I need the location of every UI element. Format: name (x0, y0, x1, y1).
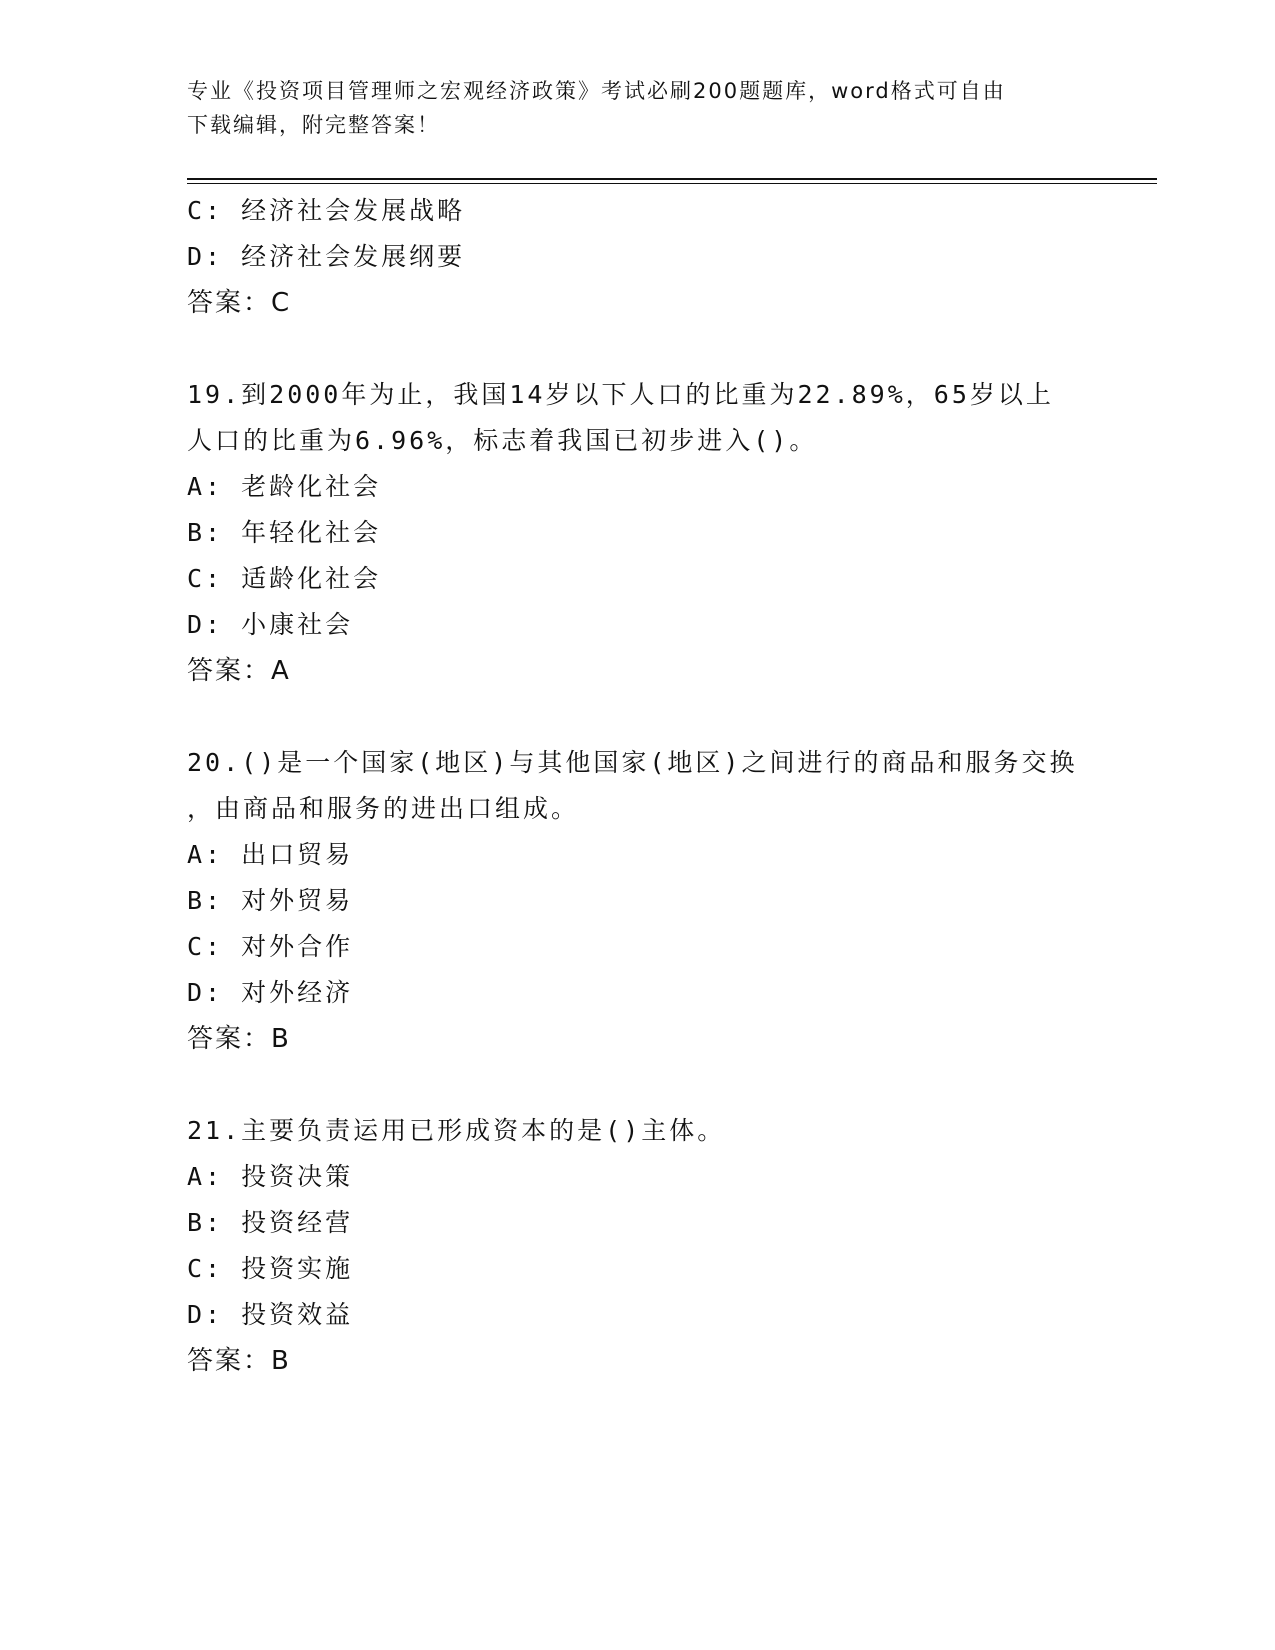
header-line-1: 专业《投资项目管理师之宏观经济政策》考试必刷200题题库，word格式可自由 (187, 79, 1006, 103)
option-d: D: 对外经济 (187, 978, 354, 1007)
question-20 (187, 740, 1087, 1062)
answer-line: 答案：B (187, 1024, 291, 1054)
option-a: A: 出口贸易 (187, 840, 354, 869)
question-19 (187, 372, 1087, 694)
answer-line: 答案：B (187, 1346, 291, 1376)
spacer (187, 326, 1087, 372)
option-c: C: 对外合作 (187, 932, 354, 961)
option-a: A: 投资决策 (187, 1162, 354, 1191)
spacer (187, 1062, 1087, 1108)
option-d: D: 小康社会 (187, 610, 354, 639)
question-stem-line-1: 19.到2000年为止，我国14岁以下人口的比重为22.89%，65岁以上 (187, 380, 1054, 409)
document-header (187, 74, 1087, 142)
option-c: C: 适龄化社会 (187, 564, 382, 593)
header-line-2: 下载编辑，附完整答案！ (187, 113, 440, 137)
option-b: B: 年轻化社会 (187, 518, 382, 547)
answer-line: 答案：A (187, 656, 291, 686)
question-stem-line-1: 21.主要负责运用已形成资本的是()主体。 (187, 1116, 726, 1145)
spacer (187, 694, 1087, 740)
question-21 (187, 1108, 1087, 1384)
question-list (187, 188, 1087, 1384)
header-divider-thin (187, 183, 1157, 184)
option-a: A: 老龄化社会 (187, 472, 382, 501)
question-stem-line-2: 人口的比重为6.96%，标志着我国已初步进入()。 (187, 426, 818, 455)
question-stem-line-2: ，由商品和服务的进出口组成。 (187, 794, 580, 823)
option-b: B: 对外贸易 (187, 886, 354, 915)
question-18-continued (187, 188, 1087, 326)
option-c: C: 经济社会发展战略 (187, 196, 466, 225)
answer-line: 答案：C (187, 288, 292, 318)
option-c: C: 投资实施 (187, 1254, 354, 1283)
question-stem-line-1: 20.()是一个国家(地区)与其他国家(地区)之间进行的商品和服务交换 (187, 748, 1078, 777)
option-d: D: 经济社会发展纲要 (187, 242, 466, 271)
option-d: D: 投资效益 (187, 1300, 354, 1329)
option-b: B: 投资经营 (187, 1208, 354, 1237)
header-divider-thick (187, 178, 1157, 180)
